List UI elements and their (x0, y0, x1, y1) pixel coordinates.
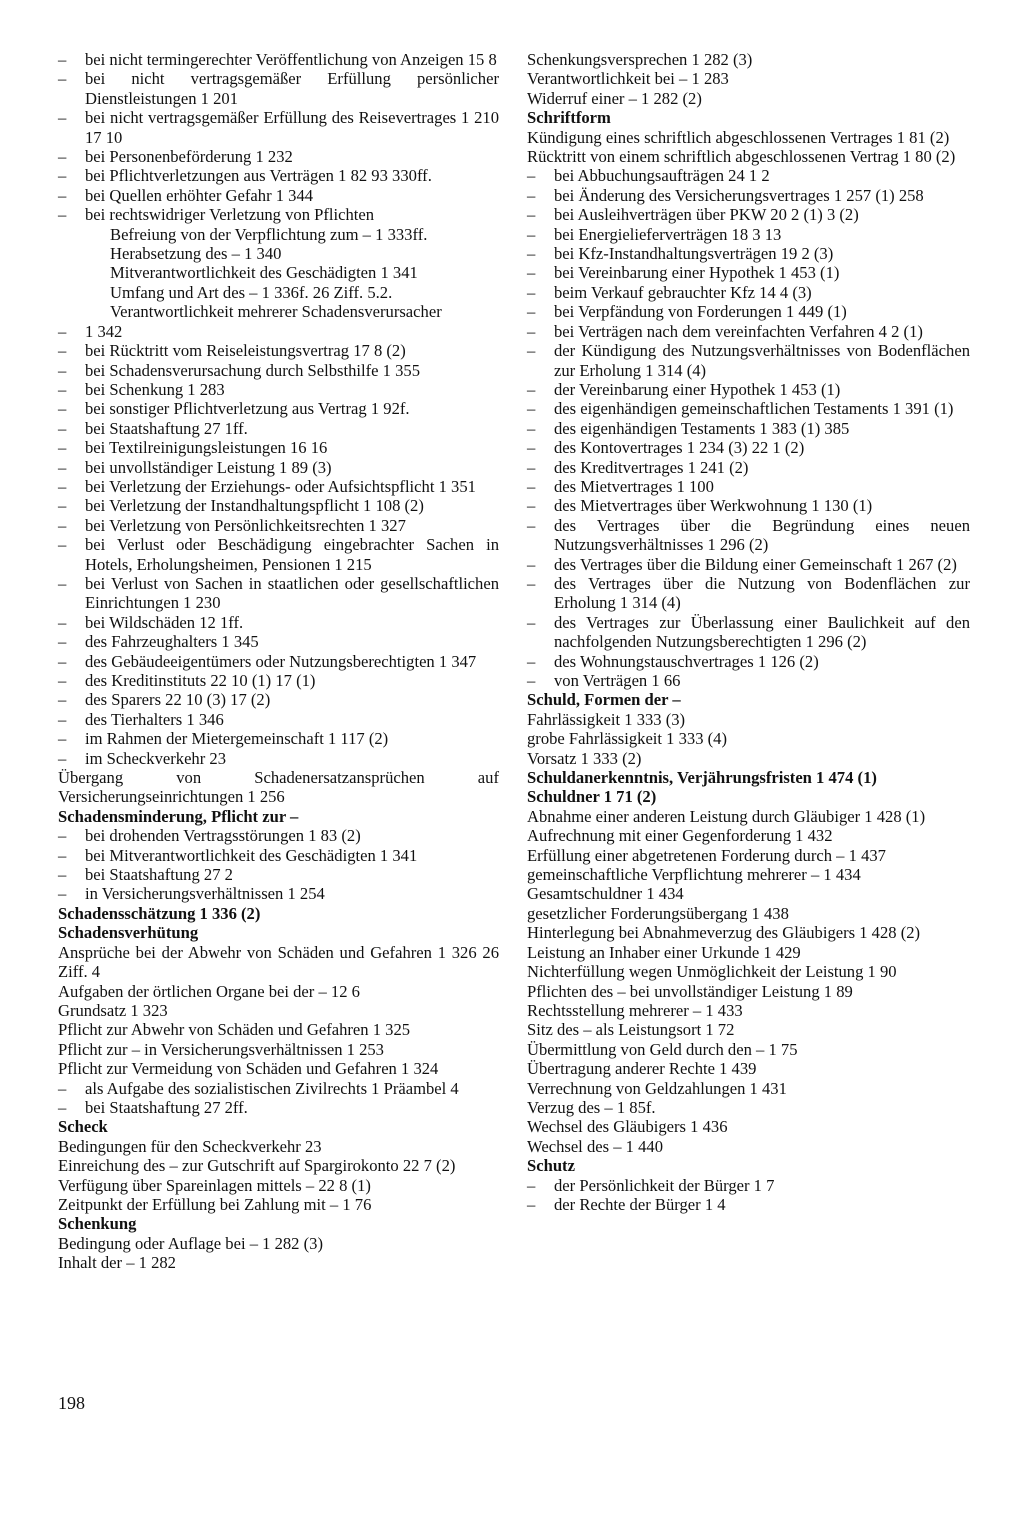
index-entry: Gesamtschuldner 1 434 (527, 884, 684, 904)
index-entry: – bei sonstiger Pflichtverletzung aus Vertrag 1 92f. (58, 399, 499, 418)
index-entry: Zeitpunkt der Erfüllung bei Zahlung mit – 1 76 (58, 1194, 372, 1214)
index-entry: – des Kreditvertrages 1 241 (2) (527, 458, 970, 477)
index-entry: Aufrechnung mit einer Gegenforderung 1 432 (527, 826, 833, 846)
index-entry: – des Mietvertrages über Werkwohnung 1 130 (1) (527, 496, 970, 515)
index-entry: – bei Rücktritt vom Reiseleistungsvertrag 17 8 (2) (58, 341, 499, 360)
index-entry: – der Kündigung des Nutzungsverhältnisses von Bodenflächen zur Erholung 1 314 (4) (527, 341, 970, 380)
index-heading: Schuldner 1 71 (2) (527, 787, 657, 807)
index-entry: – bei Textilreinigungsleistungen 16 16 (58, 438, 499, 457)
index-entry: – des Vertrages zur Überlassung einer Baulichkeit auf den nachfolgenden Nutzungsberechtigten 1 296 (2) (527, 613, 970, 652)
index-entry: grobe Fahrlässigkeit 1 333 (4) (527, 729, 728, 749)
index-entry: – bei Verlust von Sachen in staatlichen oder gesellschaftlichen Einrichtungen 1 230 (58, 574, 499, 613)
index-entry: Verzug des – 1 85f. (527, 1097, 656, 1117)
index-entry: – des Mietvertrages 1 100 (527, 477, 970, 496)
index-entry: – des Vertrages über die Bildung einer Gemeinschaft 1 267 (2) (527, 555, 970, 574)
index-entry: – 1 342 (58, 322, 499, 341)
index-heading: Schuld, Formen der – (527, 690, 681, 710)
index-entry: Verfügung über Spareinlagen mittels – 22 8 (1) (58, 1175, 371, 1195)
index-entry: – bei Ausleihverträgen über PKW 20 2 (1) 3 (2) (527, 205, 970, 224)
index-entry: – bei unvollständiger Leistung 1 89 (3) (58, 458, 499, 477)
index-entry: – bei Verlust oder Beschädigung eingebrachter Sachen in Hotels, Erholungsheimen, Pensionen 1 215 (58, 535, 499, 574)
index-entry: – als Aufgabe des sozialistischen Zivilrechts 1 Präambel 4 (58, 1079, 499, 1098)
index-entry: Abnahme einer anderen Leistung durch Gläubiger 1 428 (1) (527, 806, 926, 826)
index-entry: Mitverantwortlichkeit des Geschädigten 1 341 (110, 263, 418, 283)
index-entry: Befreiung von der Verpflichtung zum – 1 333ff. (110, 224, 428, 244)
index-entry: Sitz des – als Leistungsort 1 72 (527, 1020, 735, 1040)
index-entry: – im Rahmen der Mietergemeinschaft 1 117 (2) (58, 729, 499, 748)
index-entry: Pflicht zur – in Versicherungsverhältnissen 1 253 (58, 1039, 384, 1059)
index-entry: Leistung an Inhaber einer Urkunde 1 429 (527, 942, 801, 962)
index-entry: – bei Wildschäden 12 1ff. (58, 613, 499, 632)
index-entry: – der Rechte der Bürger 1 4 (527, 1195, 970, 1214)
index-entry: Übermittlung von Geld durch den – 1 75 (527, 1039, 798, 1059)
index-entry: Pflichten des – bei unvollständiger Leistung 1 89 (527, 981, 853, 1001)
index-entry: Schenkungsversprechen 1 282 (3) (527, 50, 753, 69)
index-entry: – von Verträgen 1 66 (527, 671, 970, 690)
index-entry: – des eigenhändigen Testaments 1 383 (1) 385 (527, 419, 970, 438)
index-entry: – bei drohenden Vertragsstörungen 1 83 (2) (58, 826, 499, 845)
index-column-right (527, 50, 970, 1214)
index-entry: Pflicht zur Vermeidung von Schäden und Gefahren 1 324 (58, 1059, 439, 1079)
index-entry: – bei Energielieferverträgen 18 3 13 (527, 225, 970, 244)
index-entry: Herabsetzung des – 1 340 (110, 244, 282, 264)
index-entry: – bei Verletzung der Instandhaltungspflicht 1 108 (2) (58, 496, 499, 515)
index-entry: Bedingung oder Auflage bei – 1 282 (3) (58, 1233, 323, 1253)
index-entry: Verantwortlichkeit bei – 1 283 (527, 69, 729, 89)
index-entry: Kündigung eines schriftlich abgeschlossenen Vertrages 1 81 (2) (527, 127, 950, 147)
index-entry: Rechtsstellung mehrerer – 1 433 (527, 1000, 743, 1020)
index-entry: – bei Schadensverursachung durch Selbsthilfe 1 355 (58, 361, 499, 380)
index-entry: – bei Verträgen nach dem vereinfachten Verfahren 4 2 (1) (527, 322, 970, 341)
page-number: 198 (58, 1393, 85, 1413)
index-entry: – bei Verletzung von Persönlichkeitsrechten 1 327 (58, 516, 499, 535)
index-entry: Rücktritt von einem schriftlich abgeschlossenen Vertrag 1 80 (2) (527, 147, 956, 167)
index-entry: Fahrlässigkeit 1 333 (3) (527, 709, 686, 729)
index-entry: Ansprüche bei der Abwehr von Schäden und Gefahren 1 326 26 Ziff. 4 (58, 942, 499, 982)
index-entry: – des eigenhändigen gemeinschaftlichen Testaments 1 391 (1) (527, 399, 970, 418)
index-column-left (58, 50, 499, 1273)
index-entry: – des Sparers 22 10 (3) 17 (2) (58, 690, 499, 709)
index-entry: Übertragung anderer Rechte 1 439 (527, 1059, 757, 1079)
index-heading: Schadensverhütung (58, 923, 199, 943)
index-entry: – des Kreditinstituts 22 10 (1) 17 (1) (58, 671, 499, 690)
index-entry: Umfang und Art des – 1 336f. 26 Ziff. 5.2. (110, 282, 393, 302)
index-entry: Hinterlegung bei Abnahmeverzug des Gläubigers 1 428 (2) (527, 923, 921, 943)
index-entry: – bei Quellen erhöhter Gefahr 1 344 (58, 186, 499, 205)
index-entry: Aufgaben der örtlichen Organe bei der – 12 6 (58, 981, 360, 1001)
index-heading: Schenkung (58, 1214, 137, 1234)
index-entry: Pflicht zur Abwehr von Schäden und Gefahren 1 325 (58, 1020, 411, 1040)
index-entry: Einreichung des – zur Gutschrift auf Spargirokonto 22 7 (2) (58, 1156, 456, 1176)
index-entry: – des Gebäudeeigentümers oder Nutzungsberechtigten 1 347 (58, 652, 499, 671)
index-entry: Erfüllung einer abgetretenen Forderung durch – 1 437 (527, 845, 886, 865)
index-entry: – des Tierhalters 1 346 (58, 710, 499, 729)
index-entry: – bei Vereinbarung einer Hypothek 1 453 (1) (527, 263, 970, 282)
index-entry: – des Fahrzeughalters 1 345 (58, 632, 499, 651)
index-entry: – bei Änderung des Versicherungsvertrages 1 257 (1) 258 (527, 186, 970, 205)
index-entry: – des Vertrages über die Nutzung von Bodenflächen zur Erholung 1 314 (4) (527, 574, 970, 613)
index-entry: – bei Verpfändung von Forderungen 1 449 (1) (527, 302, 970, 321)
index-entry: – des Wohnungstauschvertrages 1 126 (2) (527, 652, 970, 671)
index-entry: Grundsatz 1 323 (58, 1000, 168, 1020)
index-entry: Inhalt der – 1 282 (58, 1253, 176, 1273)
index-entry: – bei Staatshaftung 27 2ff. (58, 1098, 499, 1117)
index-entry: – bei Verletzung der Erziehungs- oder Aufsichtspflicht 1 351 (58, 477, 499, 496)
index-heading: Schriftform (527, 108, 611, 128)
index-entry: Vorsatz 1 333 (2) (527, 748, 642, 768)
index-entry: Wechsel des Gläubigers 1 436 (527, 1117, 728, 1137)
index-entry: – bei Abbuchungsaufträgen 24 1 2 (527, 166, 970, 185)
index-entry: Verrechnung von Geldzahlungen 1 431 (527, 1078, 787, 1098)
index-entry: gemeinschaftliche Verpflichtung mehrerer – 1 434 (527, 865, 861, 885)
index-entry: – bei Pflichtverletzungen aus Verträgen 1 82 93 330ff. (58, 166, 499, 185)
index-entry: – bei Staatshaftung 27 2 (58, 865, 499, 884)
index-entry: – bei Personenbeförderung 1 232 (58, 147, 499, 166)
index-entry: Übergang von Schadenersatzansprüchen auf Versicherungseinrichtungen 1 256 (58, 768, 499, 807)
index-entry: – in Versicherungsverhältnissen 1 254 (58, 884, 499, 903)
index-entry: – bei nicht vertragsgemäßer Erfüllung des Reisevertrages 1 210 17 10 (58, 108, 499, 147)
index-entry: – bei nicht vertragsgemäßer Erfüllung persönlicher Dienstleistungen 1 201 (58, 69, 499, 108)
index-entry: Bedingungen für den Scheckverkehr 23 (58, 1136, 322, 1156)
index-heading: Scheck (58, 1117, 108, 1137)
index-heading: Schadensminderung, Pflicht zur – (58, 806, 299, 826)
index-entry: Verantwortlichkeit mehrerer Schadensverursacher (110, 302, 442, 322)
index-heading: Schutz (527, 1156, 575, 1176)
index-heading: Schuldanerkenntnis, Verjährungsfristen 1 474 (1) (527, 768, 877, 788)
index-entry: – bei Kfz-Instandhaltungsverträgen 19 2 (3) (527, 244, 970, 263)
index-entry: – des Vertrages über die Begründung eines neuen Nutzungsverhältnisses 1 296 (2) (527, 516, 970, 555)
index-entry: – der Vereinbarung einer Hypothek 1 453 (1) (527, 380, 970, 399)
index-entry: – bei rechtswidriger Verletzung von Pflichten (58, 205, 499, 224)
index-entry: – beim Verkauf gebrauchter Kfz 14 4 (3) (527, 283, 970, 302)
index-entry: Wechsel des – 1 440 (527, 1136, 663, 1156)
index-entry: Widerruf einer – 1 282 (2) (527, 88, 702, 108)
index-heading: Schadensschätzung 1 336 (2) (58, 903, 261, 923)
index-entry: – bei nicht termingerechter Veröffentlichung von Anzeigen 15 8 (58, 50, 499, 69)
index-entry: – bei Mitverantwortlichkeit des Geschädigten 1 341 (58, 846, 499, 865)
index-entry: – bei Staatshaftung 27 1ff. (58, 419, 499, 438)
index-entry: – im Scheckverkehr 23 (58, 749, 499, 768)
index-entry: – der Persönlichkeit der Bürger 1 7 (527, 1176, 970, 1195)
index-entry: Nichterfüllung wegen Unmöglichkeit der Leistung 1 90 (527, 962, 897, 982)
index-entry: – bei Schenkung 1 283 (58, 380, 499, 399)
index-entry: gesetzlicher Forderungsübergang 1 438 (527, 903, 789, 923)
index-entry: – des Kontovertrages 1 234 (3) 22 1 (2) (527, 438, 970, 457)
